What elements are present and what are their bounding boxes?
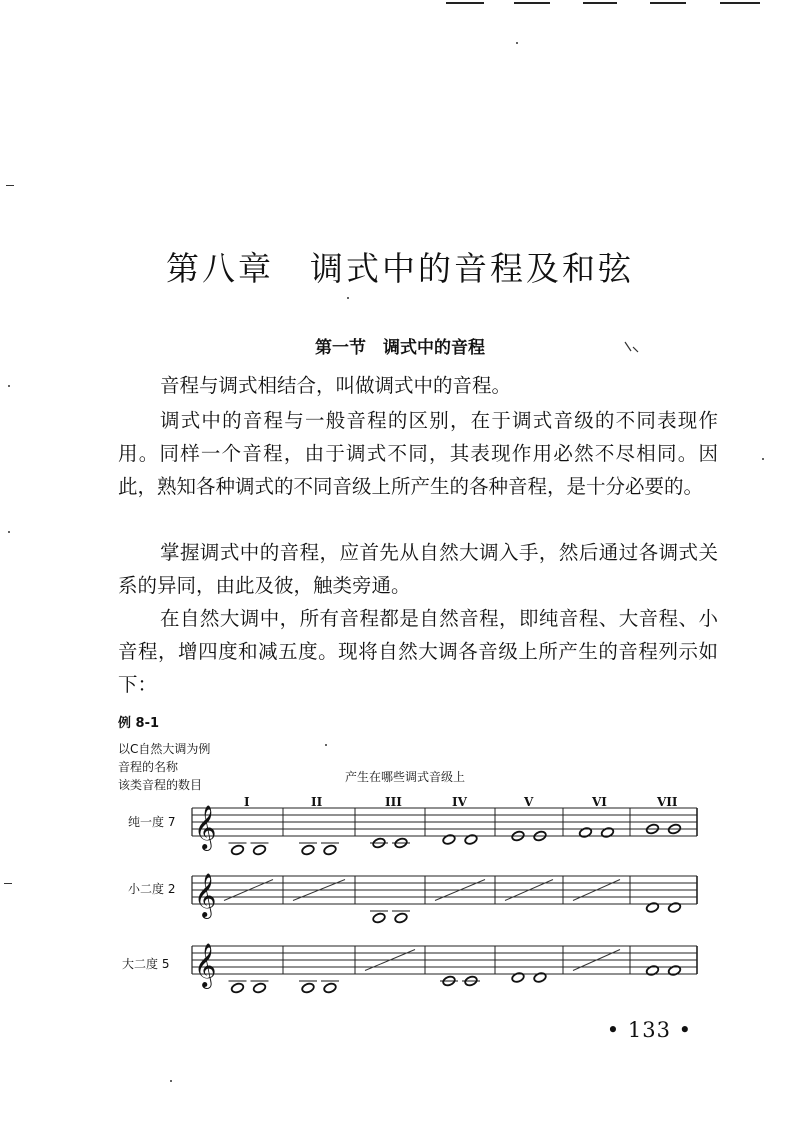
interval-name: 纯一度 — [128, 815, 165, 829]
paragraph: 在自然大调中，所有音程都是自然音程，即纯音程、大音程、小音程，增四度和减五度。现将自然大调各音级上所产生的音程列示如下： — [118, 607, 718, 696]
degree-label: III — [385, 795, 402, 809]
whole-note — [301, 982, 315, 994]
degree-label: II — [311, 795, 323, 809]
staves — [192, 805, 697, 994]
paragraph: 音程与调式相结合，叫做调式中的音程。 — [160, 374, 512, 397]
whole-note — [667, 965, 681, 977]
whole-note — [323, 844, 337, 856]
whole-note — [464, 834, 478, 846]
whole-note — [600, 827, 614, 839]
whole-note — [578, 827, 592, 839]
legend-line: 音程的名称 — [118, 760, 179, 774]
degree-caption: 产生在哪些调式音级上 — [345, 770, 466, 784]
legend-line: 以C自然大调为例 — [118, 742, 211, 756]
whole-note — [252, 982, 266, 994]
whole-note — [252, 844, 266, 856]
whole-note — [372, 912, 386, 924]
section-title: 第一节 调式中的音程 — [315, 338, 485, 358]
interval-name: 大二度 — [122, 957, 159, 971]
whole-note — [533, 972, 547, 984]
whole-note — [645, 902, 659, 914]
whole-note — [230, 982, 244, 994]
whole-note — [323, 982, 337, 994]
paragraph: 掌握调式中的音程，应首先从自然大调入手，然后通过各调式关系的异同，由此及彼，触类旁通。 — [118, 541, 718, 597]
degree-label: V — [524, 795, 534, 809]
page-number: • 133 • — [606, 1018, 692, 1042]
whole-note — [511, 972, 525, 984]
treble-clef-icon: 𝄞 — [194, 943, 217, 987]
whole-note — [301, 844, 315, 856]
whole-note — [667, 902, 681, 914]
interval-name: 小二度 — [128, 882, 165, 896]
interval-count: 5 — [161, 957, 170, 971]
paragraph: 调式中的音程与一般音程的区别，在于调式音级的不同表现作用。同样一个音程，由于调式不同，其表现作用必然不尽相同。因此，熟知各种调式的不同音级上所产生的各种音程，是十分必要的。 — [118, 409, 718, 498]
chapter-title: 第八章 调式中的音程及和弦 — [166, 249, 634, 288]
treble-clef-icon: 𝄞 — [194, 805, 217, 849]
legend-line: 该类音程的数目 — [118, 778, 203, 792]
degree-label: IV — [452, 795, 467, 809]
interval-count: 7 — [167, 815, 176, 829]
interval-count: 2 — [167, 882, 176, 896]
degree-label: VI — [592, 795, 607, 809]
whole-note — [394, 912, 408, 924]
whole-note — [230, 844, 244, 856]
example-label: 例 8-1 — [118, 716, 160, 731]
treble-clef-icon: 𝄞 — [194, 873, 217, 917]
whole-note — [442, 834, 456, 846]
degree-label: VII — [657, 795, 678, 809]
whole-note — [645, 965, 659, 977]
degree-label: I — [244, 795, 250, 809]
